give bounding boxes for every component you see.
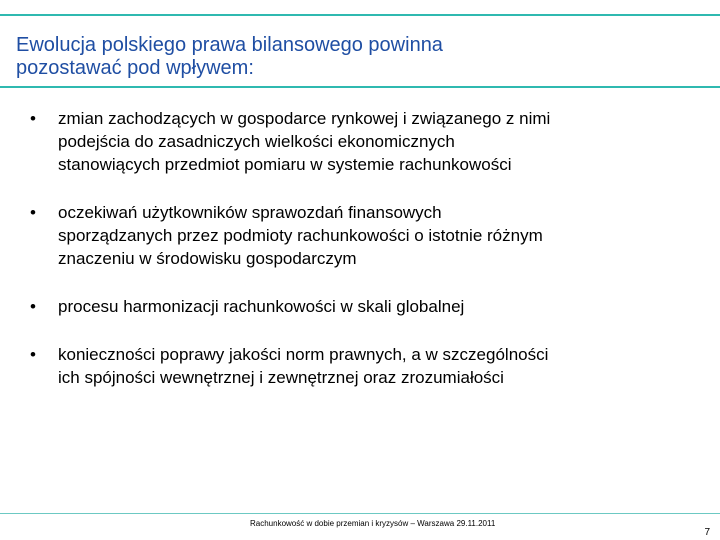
bullet-marker: • — [30, 203, 36, 222]
bullet-line: konieczności poprawy jakości norm prawnych, a w szczególności — [58, 345, 549, 364]
title-divider — [0, 86, 720, 88]
title-line-2: pozostawać pod wpływem: — [16, 57, 254, 79]
bullet-line: zmian zachodzących w gospodarce rynkowej i związanego z nimi — [58, 109, 551, 128]
bullet-line: ich spójności wewnętrznej i zewnętrznej oraz zrozumiałości — [58, 368, 504, 387]
bullet-line: procesu harmonizacji rachunkowości w skali globalnej — [58, 297, 465, 316]
bullet-marker: • — [30, 297, 36, 316]
footer-divider — [0, 513, 720, 514]
bullet-item — [30, 343, 700, 389]
bullet-line: znaczeniu w środowisku gospodarczym — [58, 249, 357, 268]
bullet-marker: • — [30, 345, 36, 364]
footer-caption: Rachunkowość w dobie przemian i kryzysów – Warszawa 29.11.2011 — [250, 519, 496, 528]
bullet-line: stanowiących przedmiot pomiaru w systemie rachunkowości — [58, 155, 512, 174]
bullet-item — [30, 107, 700, 176]
bullet-list — [30, 107, 700, 414]
bullet-line: sporządzanych przez podmioty rachunkowości o istotnie różnym — [58, 226, 543, 245]
top-divider — [0, 14, 720, 16]
title-line-1: Ewolucja polskiego prawa bilansowego powinna — [16, 34, 443, 56]
slide-title — [16, 34, 706, 80]
bullet-line: oczekiwań użytkowników sprawozdań finansowych — [58, 203, 442, 222]
bullet-item — [30, 201, 700, 270]
bullet-line: podejścia do zasadniczych wielkości ekonomicznych — [58, 132, 455, 151]
bullet-marker: • — [30, 109, 36, 128]
page-number: 7 — [704, 527, 710, 538]
bullet-item — [30, 295, 700, 318]
